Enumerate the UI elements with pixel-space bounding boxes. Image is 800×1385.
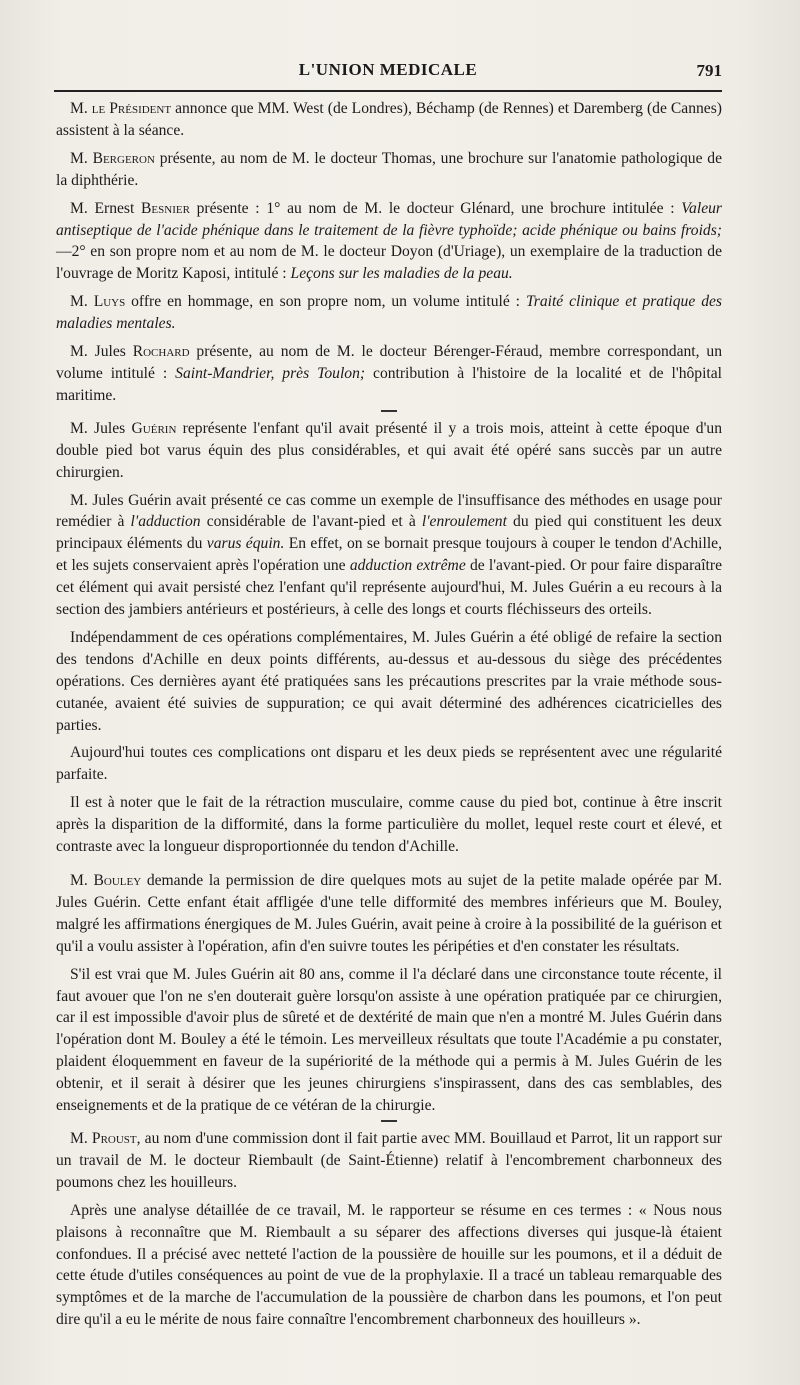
paragraph-regularity: Aujourd'hui toutes ces complications ont disparu et les deux pieds se représentent avec une régularité parfaite. — [56, 744, 722, 784]
paragraph-report-summary: Après une analyse détaillée de ce travail, M. le rapporteur se résume en ces termes : « Nous nous plaisons à reconnaître que M. Riembault a su séparer des affections diverses qui jusque-là étaient confondues. Il a précisé avec netteté l'action de la poussière de houille sur les poumons, et il a déduit de cette étude d'utiles conséquences au point de vue de la prophylaxie. Il a tracé un tableau remarquable des symptômes et de la marche de l'accumulation de la poussière de charbon dans les poumons, et l'on peut dire qu'il a eu le mérite de nous faire connaître l'encombrement charbonneux des houilleurs ». — [56, 1201, 722, 1329]
paragraph-president: M. le Président annonce que MM. West (de Londres), Béchamp (de Rennes) et Daremberg (de Cannes) assistent à la séance. — [56, 100, 722, 139]
header-rule — [54, 90, 722, 92]
paragraph-bergeron: M. Bergeron présente, au nom de M. le docteur Thomas, une brochure sur l'anatomie pathologique de la diphthérie. — [56, 149, 722, 189]
paragraph-complementary-operations: Indépendamment de ces opérations complémentaires, M. Jules Guérin a été obligé de refaire la section des tendons d'Achille en deux points différents, au-dessus et au-dessous du siège des précédentes opérations. Ces dernières ayant été pratiquées sans les précautions prescrites par la vraie méthode sous-cutanée, avaient été suivies de suppuration; ce qui avait déterminé des adhérences cicatricielles des parties. — [56, 628, 722, 734]
speaker-name: Proust — [91, 1129, 137, 1147]
paragraph-guerin-methods: M. Jules Guérin avait présenté ce cas comme un exemple de l'insuffisance des méthodes en usage pour remédier à l'adduction considérable de l'avant-pied et à l'enroulement du pied qui constituent les deux principaux éléments du varus équin. En effet, on se bornait presque toujours à couper le tendon d'Achille, et les sujets conservaient après l'opération une adduction extrême de l'avant-pied. Or pour faire disparaître cet élément qui avait persisté chez l'enfant qu'il représente aujourd'hui, M. Jules Guérin a eu recours à la section des jambiers antérieurs et postérieurs, à celle des longs et courts fléchisseurs des orteils. — [56, 491, 723, 619]
paragraph-bouley: M. Bouley demande la permission de dire quelques mots au sujet de la petite malade opérée par M. Jules Guérin. Cette enfant était affligée d'une telle difformité des membres inférieurs que M. Bouley, malgré les affirmations énergiques de M. Jules Guérin, avait peine à croire à la possibilité de la guérison et qu'il a voulu assister à l'opération, afin d'en suivre toutes les péripéties et d'en constater les résultats. — [56, 872, 722, 955]
article-body — [56, 98, 722, 1331]
paragraph-proust: M. Proust, au nom d'une commission dont il fait partie avec MM. Bouillaud et Parrot, lit un rapport sur un travail de M. le docteur Riembault (de Saint-Étienne) relatif à l'encombrement charbonneux des poumons chez les houilleurs. — [56, 1129, 722, 1191]
speaker-name: Guérin — [131, 419, 177, 437]
speaker-name: Luys — [93, 293, 126, 311]
speaker-name: Bergeron — [92, 149, 155, 167]
speaker-name: Rochard — [132, 343, 190, 361]
section-separator — [381, 1120, 397, 1122]
speaker-name: Bouley — [93, 872, 142, 889]
speaker-name: Besnier — [141, 199, 190, 217]
paragraph-rochard: M. Jules Rochard présente, au nom de M. le docteur Bérenger-Féraud, membre correspondant, un volume intitulé : Saint-Mandrier, près Toulon; contribution à l'histoire de la localité et de l'hôpital maritime. — [56, 343, 722, 404]
paragraph-guerin: M. Jules Guérin représente l'enfant qu'il avait présenté il y a trois mois, atteint à cette époque d'un double pied bot varus équin des plus considérables, et qui avait été opéré sans succès par un autre chirurgien. — [56, 419, 722, 481]
page-number: 791 — [696, 61, 722, 80]
paragraph-besnier: M. Ernest Besnier présente : 1° au nom de M. le docteur Glénard, une brochure intitulée : Valeur antiseptique de l'acide phénique dans le traitement de la fièvre typhoïde; acide phénique ou bains froids; —2° en son propre nom et au nom de M. le docteur Doyon (d'Uriage), un exemplaire de la traduction de l'ouvrage de Moritz Kaposi, intitulé : Leçons sur les maladies de la peau. — [56, 199, 722, 283]
paragraph-retraction: Il est à noter que le fait de la rétraction musculaire, comme cause du pied bot, continue à être inscrit après la disparition de la difformité, dans la forme particulière du mollet, lequel reste court et élevé, et contraste avec la longueur disproportionnée du tendon d'Achille. — [56, 794, 722, 856]
speaker-name: le Président — [91, 100, 172, 117]
running-title: L'UNION MEDICALE — [298, 60, 478, 79]
paragraph-luys: M. Luys offre en hommage, en son propre nom, un volume intitulé : Traité clinique et pratique des maladies mentales. — [56, 293, 722, 333]
paragraph-bouley-praise: S'il est vrai que M. Jules Guérin ait 80 ans, comme il l'a déclaré dans une circonstance toute récente, il faut avouer que l'on ne s'en douterait guère lorsqu'on assiste à une opération pratiquée par ce chirurgien, car il est impossible d'avoir plus de sûreté et de dextérité de main que n'en a montré M. Jules Guérin dans l'opération dont M. Bouley a été le témoin. Les merveilleux résultats que toute l'Académie a pu constater, plaident éloquemment en faveur de la supériorité de la méthode qui a permis à M. Jules Guérin de les obtenir, et il serait à désirer que les jeunes chirurgiens s'inspirassent, dans des cas semblables, des enseignements et de la pratique de ce vétéran de la chirurgie. — [56, 965, 722, 1115]
section-separator — [381, 410, 397, 412]
page-header — [54, 58, 722, 88]
